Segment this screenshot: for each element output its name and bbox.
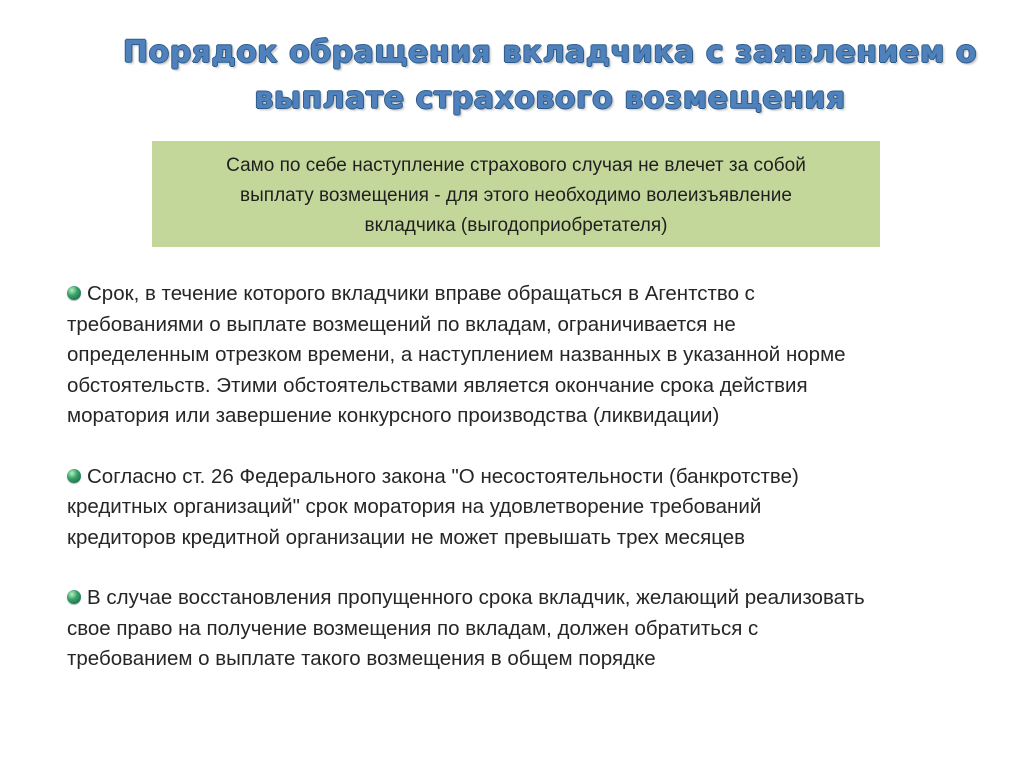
bullet-item	[67, 583, 987, 675]
bullet-line: кредитных организаций" срок моратория на удовлетворение требований	[67, 495, 762, 518]
bullet-text: Согласно ст. 26 Федерального закона "О несостоятельности (банкротстве)	[87, 464, 799, 488]
note-line-1: Само по себе наступление страхового случая не влечет за собой	[226, 155, 806, 176]
bullet-line: кредиторов кредитной организации не может превышать трех месяцев	[67, 525, 746, 549]
bullet-line: определенным отрезком времени, а наступлением названных в указанной норме	[67, 343, 846, 366]
page-title-line-1: Порядок обращения вкладчика с заявлением о	[123, 35, 977, 70]
bullet-line: обстоятельств. Этими обстоятельствами является окончание срока действия	[67, 373, 808, 397]
green-sphere-icon	[67, 286, 81, 300]
note-line-2: выплату возмещения - для этого необходимо волеизъявление	[240, 185, 792, 206]
bullet-line: свое право на получение возмещения по вкладам, должен обратиться с	[67, 616, 759, 640]
bullet-line: требованием о выплате такого возмещения в общем порядке	[67, 647, 656, 670]
bullet-item	[67, 462, 987, 554]
highlight-note-box	[152, 141, 880, 247]
bullet-list	[67, 279, 987, 705]
page-title-line-2: выплате страхового возмещения	[254, 81, 846, 116]
green-sphere-icon	[67, 590, 81, 604]
bullet-line: требованиями о выплате возмещений по вкладам, ограничивается не	[67, 312, 736, 336]
note-line-3: вкладчика (выгодоприобретателя)	[364, 215, 668, 236]
page-title	[120, 30, 980, 122]
bullet-line	[67, 583, 987, 614]
bullet-text: В случае восстановления пропущенного срока вкладчик, желающий реализовать	[87, 586, 865, 609]
bullet-line	[67, 279, 987, 310]
bullet-item	[67, 279, 987, 432]
bullet-text: Срок, в течение которого вкладчики вправе обращаться в Агентство с	[87, 282, 755, 305]
bullet-line	[67, 462, 987, 493]
green-sphere-icon	[67, 469, 81, 483]
bullet-line: моратория или завершение конкурсного производства (ликвидации)	[67, 404, 720, 427]
